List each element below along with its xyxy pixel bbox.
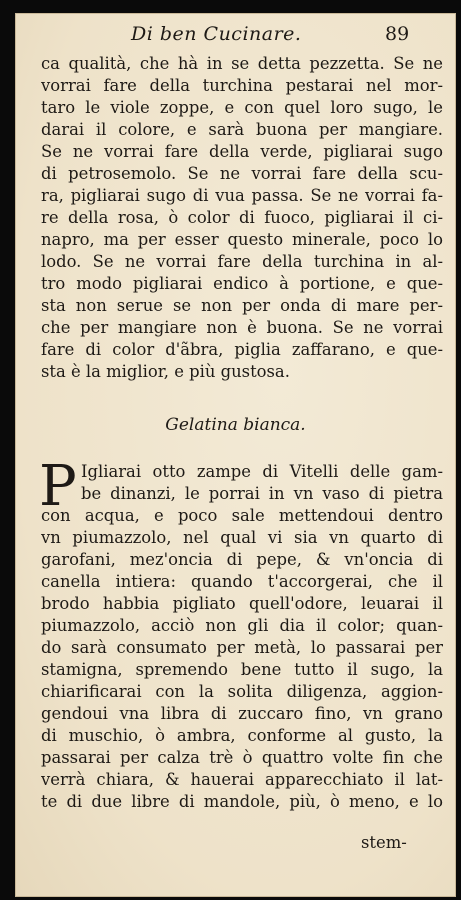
text-line: Igliarai otto zampe di Vitelli delle gam- (81, 462, 443, 481)
text-line: brodo habbia pigliato quell'odore, leuarai il (41, 594, 443, 613)
text-line: canella intiera: quando t'accorgerai, che il (41, 572, 443, 591)
book-page (15, 13, 456, 897)
text-line: stamigna, spremendo bene tutto il sugo, la (41, 660, 443, 679)
text-line: lodo. Se ne vorrai fare della turchina in al- (41, 252, 443, 271)
section-heading: Gelatina bianca. (165, 415, 306, 435)
catchword: stem- (361, 833, 407, 852)
drop-cap: P (39, 454, 77, 519)
page-header (15, 23, 456, 49)
text-line: che per mangiare non è buona. Se ne vorrai (41, 318, 443, 337)
text-line: Se ne vorrai fare della verde, pigliarai sugo (41, 142, 443, 161)
text-line: con acqua, e poco sale mettendoui dentro (41, 506, 443, 525)
text-line: fare di color d'ãbra, piglia zaffarano, e que- (41, 340, 443, 359)
text-line: darai il colore, e sarà buona per mangiare. (41, 120, 443, 139)
text-line: vorrai fare della turchina pestarai nel mor- (41, 76, 443, 95)
text-line: gendoui vna libra di zuccaro fino, vn grano (41, 704, 443, 723)
text-line: sta è la miglior, e più gustosa. (41, 362, 290, 381)
text-line: vn piumazzolo, nel qual vi sia vn quarto di (41, 528, 443, 547)
text-line: ra, pigliarai sugo di vua passa. Se ne vorrai fa- (41, 186, 443, 205)
text-line: passarai per calza trè ò quattro volte fin che (41, 748, 443, 767)
text-line: re della rosa, ò color di fuoco, pigliarai il ci- (41, 208, 443, 227)
text-line: tro modo pigliarai endico à portione, e que- (41, 274, 443, 293)
text-line: taro le viole zoppe, e con quel loro sugo, le (41, 98, 443, 117)
text-line: be dinanzi, le porrai in vn vaso di pietra (81, 484, 443, 503)
page-number: 89 (385, 23, 410, 45)
text-line: do sarà consumato per metà, lo passarai per (41, 638, 443, 657)
text-line: te di due libre di mandole, più, ò meno, e lo (41, 792, 443, 811)
text-line: piumazzolo, acciò non gli dia il color; quan- (41, 616, 443, 635)
text-line: verrà chiara, & hauerai apparecchiato il lat- (41, 770, 443, 789)
text-line: sta non serue se non per onda di mare per- (41, 296, 443, 315)
text-line: di petrosemolo. Se ne vorrai fare della scu- (41, 164, 443, 183)
text-line: chiarificarai con la solita diligenza, aggion- (41, 682, 443, 701)
text-line: ca qualità, che hà in se detta pezzetta. Se ne (41, 54, 443, 73)
text-line: di muschio, ò ambra, conforme al gusto, la (41, 726, 443, 745)
text-line: garofani, mez'oncia di pepe, & vn'oncia di (41, 550, 443, 569)
text-line: napro, ma per esser questo minerale, poco lo (41, 230, 443, 249)
running-title: Di ben Cucinare. (131, 23, 302, 45)
